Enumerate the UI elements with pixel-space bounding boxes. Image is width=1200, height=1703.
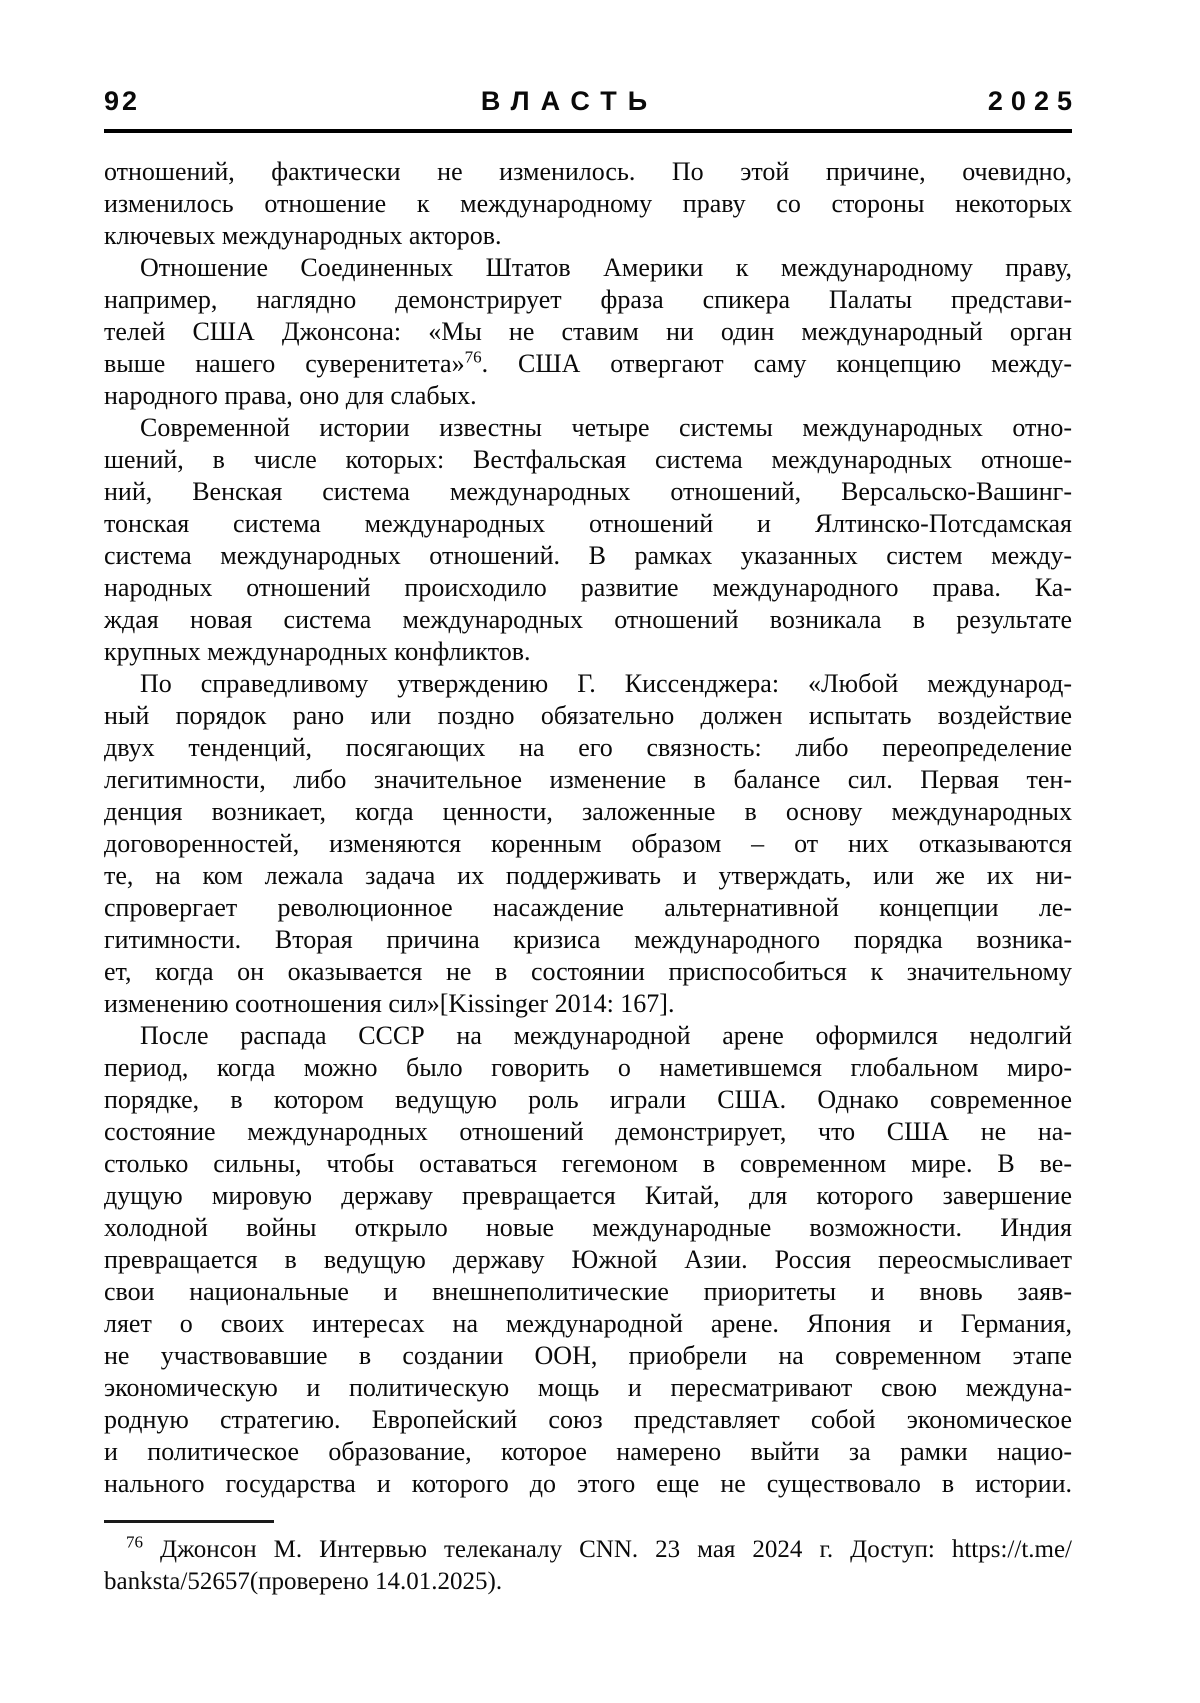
text-line: экономическую и политическую мощь и пересматривают свою междуна- bbox=[104, 1373, 1072, 1402]
text-line: например, наглядно демонстрирует фраза спикера Палаты представи- bbox=[104, 285, 1072, 314]
page-number: 92 bbox=[104, 86, 141, 116]
text-line: ный порядок рано или поздно обязательно должен испытать воздействие bbox=[104, 701, 1072, 730]
text-line: ключевых международных акторов. bbox=[104, 221, 502, 250]
paragraph bbox=[104, 1020, 1072, 1500]
text-line: По справедливому утверждению Г. Киссенджера: «Любой международ- bbox=[140, 669, 1072, 698]
text-line: народных отношений происходило развитие международного права. Ка- bbox=[104, 573, 1072, 602]
text-line: период, когда можно было говорить о наметившемся глобальном миро- bbox=[104, 1053, 1072, 1082]
text-line: отношений, фактически не изменилось. По этой причине, очевидно, bbox=[104, 157, 1072, 186]
running-head bbox=[104, 86, 1080, 116]
text-line: и политическое образование, которое намерено выйти за рамки нацио- bbox=[104, 1437, 1072, 1466]
text-line: Отношение Соединенных Штатов Америки к международному праву, bbox=[140, 253, 1072, 282]
text-line: двух тенденций, посягающих на его связность: либо переопределение bbox=[104, 733, 1072, 762]
text-line: свои национальные и внешнеполитические приоритеты и вновь заяв- bbox=[104, 1277, 1072, 1306]
text-line: те, на ком лежала задача их поддерживать и утверждать, или же их ни- bbox=[104, 861, 1072, 890]
text-line: состояние международных отношений демонстрирует, что США не на- bbox=[104, 1117, 1072, 1146]
text-line: превращается в ведущую державу Южной Азии. Россия переосмысливает bbox=[104, 1245, 1072, 1274]
text-line: не участвовавшие в создании ООН, приобрели на современном этапе bbox=[104, 1341, 1072, 1370]
text-line: порядке, в котором ведущую роль играли США. Однако современное bbox=[104, 1085, 1072, 1114]
text-line: ляет о своих интересах на международной арене. Япония и Германия, bbox=[104, 1309, 1072, 1338]
text-line: договоренностей, изменяются коренным образом – от них отказываются bbox=[104, 829, 1072, 858]
text-line: телей США Джонсона: «Мы не ставим ни один международный орган bbox=[104, 317, 1072, 346]
paragraph bbox=[104, 412, 1072, 668]
footnote-reference: 76 bbox=[126, 1532, 143, 1552]
text-line: денция возникает, когда ценности, заложенные в основу международных bbox=[104, 797, 1072, 826]
text-line: После распада СССР на международной арене оформился недолгий bbox=[140, 1021, 1072, 1050]
text-line: нального государства и которого до этого еще не существовало в истории. bbox=[104, 1469, 1072, 1498]
text-line: крупных международных конфликтов. bbox=[104, 637, 531, 666]
header-rule bbox=[104, 129, 1072, 133]
footnote-reference: 76 bbox=[464, 347, 482, 367]
journal-year: 2025 bbox=[987, 86, 1080, 116]
paragraph bbox=[104, 668, 1072, 1020]
text-line: легитимности, либо значительное изменение в балансе сил. Первая тен- bbox=[104, 765, 1072, 794]
text-line: родную стратегию. Европейский союз представляет собой экономическое bbox=[104, 1405, 1072, 1434]
text-line: выше нашего суверенитета»$^{76}$. США отвергают саму концепцию между- bbox=[104, 347, 1072, 378]
text-line: народного права, оно для слабых. bbox=[104, 381, 477, 410]
paragraph bbox=[104, 156, 1072, 252]
text-line: изменилось отношение к международному праву со стороны некоторых bbox=[104, 189, 1072, 218]
text-line: дущую мировую державу превращается Китай, для которого завершение bbox=[104, 1181, 1072, 1210]
footnote bbox=[104, 1534, 1072, 1598]
text-line: ет, когда он оказывается не в состоянии приспособиться к значительному bbox=[104, 957, 1072, 986]
text-line: ждая новая система международных отношений возникала в результате bbox=[104, 605, 1072, 634]
text-line: тонская система международных отношений и Ялтинско-Потсдамская bbox=[104, 509, 1072, 538]
text-line: система международных отношений. В рамках указанных систем между- bbox=[104, 541, 1072, 570]
text-line: $^{76}$ Джонсон М. Интервью телеканалу CNN. 23 мая 2024 г. Доступ: https://t.me/ bbox=[126, 1532, 1072, 1563]
text-line: banksta/52657(проверено 14.01.2025). bbox=[104, 1568, 503, 1595]
text-line: шений, в числе которых: Вестфальская система международных отноше- bbox=[104, 445, 1072, 474]
text-line: холодной войны открыло новые международные возможности. Индия bbox=[104, 1213, 1072, 1242]
text-line: гитимности. Вторая причина кризиса международного порядка возника- bbox=[104, 925, 1072, 954]
text-line: Современной истории известны четыре системы международных отно- bbox=[140, 413, 1072, 442]
journal-title: ВЛАСТЬ bbox=[480, 86, 659, 116]
text-line: столько сильны, чтобы оставаться гегемоном в современном мире. В ве- bbox=[104, 1149, 1072, 1178]
footnote-separator bbox=[104, 1520, 274, 1523]
text-line: спровергает революционное насаждение альтернативной концепции ле- bbox=[104, 893, 1072, 922]
text-line: ний, Венская система международных отношений, Версальско-Вашинг- bbox=[104, 477, 1072, 506]
article-body bbox=[104, 156, 1072, 1500]
paragraph bbox=[104, 252, 1072, 412]
text-line: изменению соотношения сил»[Kissinger 2014: 167]. bbox=[104, 989, 675, 1018]
